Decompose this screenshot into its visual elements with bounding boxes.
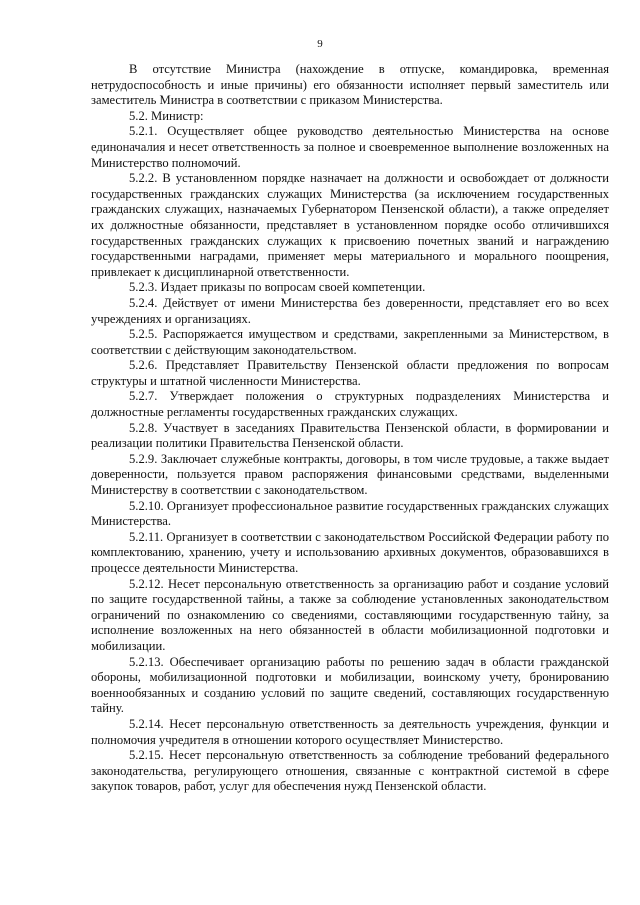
paragraph-5-2-6: 5.2.6. Представляет Правительству Пензенской области предложения по вопросам структуры и штатной численности Министерства. <box>91 358 609 388</box>
paragraph-5-2-13: 5.2.13. Обеспечивает организацию работы по решению задач в области гражданской обороны, мобилизационной подготовки и мобилизации, воинскому учету, бронированию военнообязанных и созданию условий по защите сведений, составляющих государственную тайну. <box>91 654 609 716</box>
paragraph-5-2-3: 5.2.3. Издает приказы по вопросам своей компетенции. <box>129 280 426 295</box>
paragraph-5-2-4: 5.2.4. Действует от имени Министерства без доверенности, представляет его во всех учреждениях и организациях. <box>91 295 609 326</box>
paragraph-deputy-acting: В отсутствие Министра (нахождение в отпуске, командировка, временная нетрудоспособность и иные причины) его обязанности исполняет первый заместитель или заместитель Министра в соответствии с приказом Министерства. <box>91 62 609 108</box>
paragraph-5-2: 5.2. Министр: <box>129 108 204 123</box>
paragraph-5-2-7: 5.2.7. Утверждает положения о структурных подразделениях Министерства и должностные регламенты государственных гражданских служащих. <box>91 389 609 420</box>
paragraph-5-2-15: 5.2.15. Несет персональную ответственность за соблюдение требований федерального законодательства, регулирующего отношения, связанные с контрактной системой в сфере закупок товаров, работ, услуг для обеспечения нужд Пензенской области. <box>91 748 609 794</box>
paragraph-5-2-14: 5.2.14. Несет персональную ответственность за деятельность учреждения, функции и полномочия учредителя в отношении которого осуществляет Министерство. <box>91 716 609 747</box>
paragraph-5-2-2: 5.2.2. В установленном порядке назначает на должности и освобождает от должности государственных гражданских служащих Министерства (за исключением государственных гражданских служащих, назначаемых Губернатором Пензенской области), а также определяет их должностные обязанности, представляет в установленном порядке особо отличившихся государственных гражданских служащих к присвоению почетных званий и награждению государственными наградами, применяет меры материального и морального поощрения, привлекает к дисциплинарной ответственности. <box>91 171 609 279</box>
paragraph-5-2-11: 5.2.11. Организует в соответствии с законодательством Российской Федерации работу по комплектованию, хранению, учету и использованию архивных документов, образовавшихся в процессе деятельности Министерства. <box>91 529 609 575</box>
paragraph-5-2-9: 5.2.9. Заключает служебные контракты, договоры, в том числе трудовые, а также выдает доверенности, пользуется правом распоряжения финансовыми средствами, выделенными Министерству в соответствии с законодательством. <box>91 451 609 498</box>
paragraph-5-2-5: 5.2.5. Распоряжается имуществом и средствами, закрепленными за Министерством, в соответствии с действующим законодательством. <box>91 327 609 357</box>
page-number: 9 <box>317 38 323 50</box>
paragraph-5-2-12: 5.2.12. Несет персональную ответственность за организацию работ и создание условий по защите государственной тайны, а также за соблюдение установленных законодательством ограничений по ознакомлению со сведениями, составляющими государственную тайну, за исполнение возложенных на него обязанностей в области мобилизационной подготовки и мобилизации. <box>91 576 609 653</box>
paragraph-5-2-10: 5.2.10. Организует профессиональное развитие государственных гражданских служащих Министерства. <box>91 498 609 529</box>
document-body <box>91 62 609 795</box>
paragraph-5-2-1: 5.2.1. Осуществляет общее руководство деятельностью Министерства на основе единоначалия и несет ответственность за полное и своевременное выполнение возложенных на Министерство полномочий. <box>91 124 609 170</box>
paragraph-5-2-8: 5.2.8. Участвует в заседаниях Правительства Пензенской области, в формировании и реализации политики Правительства Пензенской области. <box>91 420 609 451</box>
